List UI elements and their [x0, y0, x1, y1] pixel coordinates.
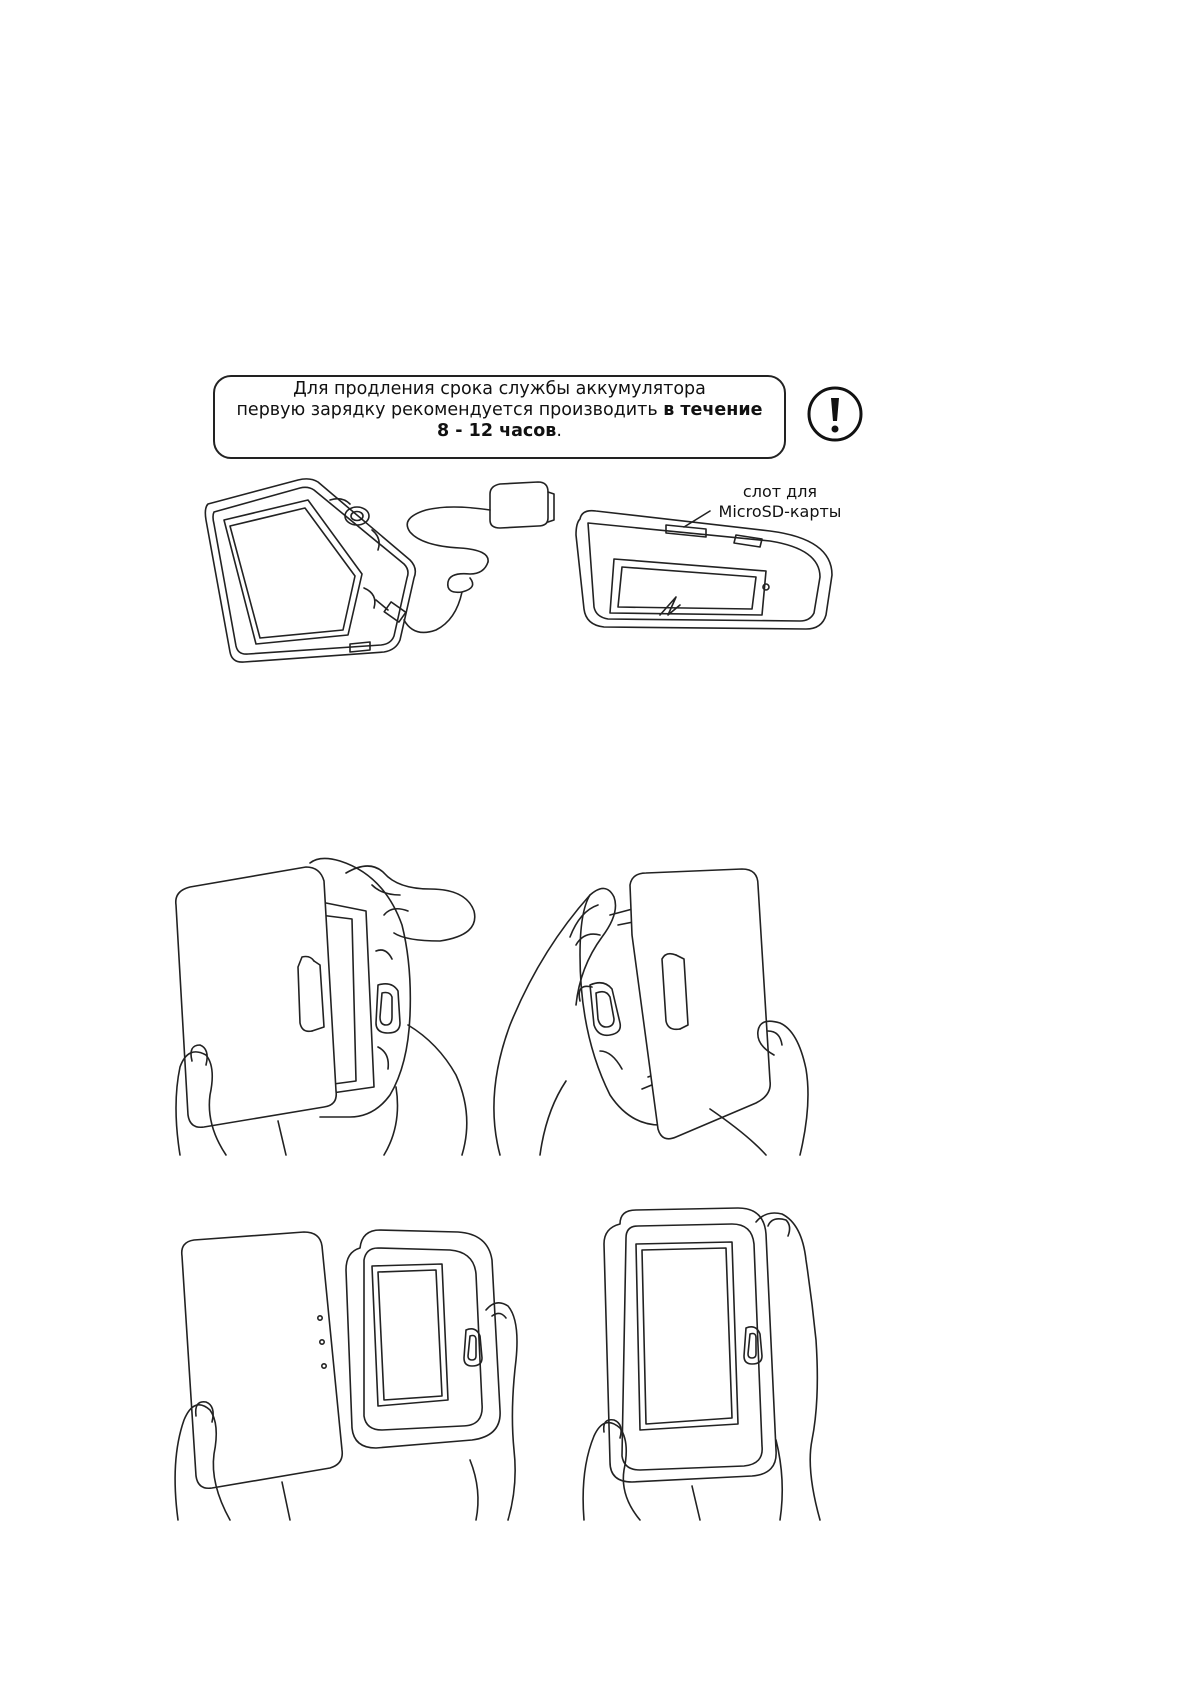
charging-notice	[213, 375, 786, 459]
cover-step-1-illustration	[170, 855, 490, 1155]
hand-right	[756, 1213, 820, 1520]
notice-line-1: Для продления срока службы аккумулятора	[293, 379, 706, 399]
slot-label-line-1: слот для	[742, 482, 818, 501]
charging-illustration	[200, 470, 560, 670]
slot-label-line-2: MicroSD-карты	[718, 502, 842, 521]
ereader-in-cover	[604, 1208, 776, 1482]
notice-line-3	[215, 421, 784, 442]
cover-step-3-illustration	[170, 1220, 530, 1520]
cover-step-2-illustration	[480, 855, 850, 1155]
hand-left	[494, 888, 616, 1155]
cover-panel	[176, 867, 336, 1127]
microsd-side-illustration	[570, 505, 840, 635]
notice-line-3-end: .	[556, 421, 562, 441]
hand-right	[470, 1303, 517, 1520]
ereader-device	[205, 479, 415, 662]
cover-step-4-illustration	[580, 1200, 880, 1520]
exclamation-icon	[806, 385, 864, 443]
cover-panel	[182, 1232, 343, 1488]
notice-line-2-bold: в течение	[663, 400, 763, 420]
ereader-front	[346, 1230, 500, 1448]
notice-line-2	[215, 400, 784, 421]
notice-line-3-bold: 8 - 12 часов	[437, 421, 557, 441]
cover-panel	[630, 869, 770, 1139]
charger-adapter	[376, 482, 554, 632]
notice-line-2-text: первую зарядку рекомендуется производить	[236, 400, 664, 420]
